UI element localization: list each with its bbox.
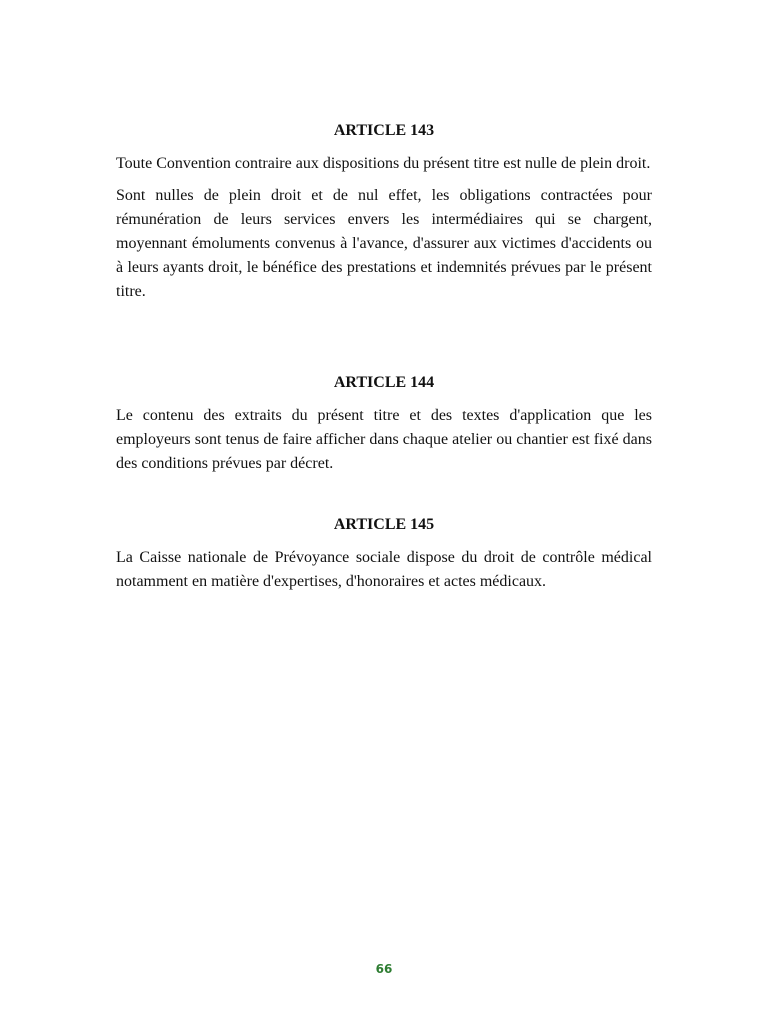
page-number: 66 [375,962,393,976]
article-paragraph: Toute Convention contraire aux dispositions du présent titre est nulle de plein droit. [116,155,651,172]
article-heading: ARTICLE 144 [333,374,435,391]
article-145 [116,514,652,602]
article-paragraph: La Caisse nationale de Prévoyance sociale dispose du droit de contrôle médical notamment en matière d'expertises, d'honoraires et actes médicaux. [116,549,652,590]
article-144 [116,372,652,484]
article-paragraph: Sont nulles de plein droit et de nul effet, les obligations contractées pour rémunération de leurs services envers les intermédiaires qui se chargent, moyennant émoluments convenus à l'avance, d'assurer aux victimes d'accidents ou à leurs ayants droit, le bénéfice des prestations et indemnités prévues par le présent titre. [116,187,652,300]
article-heading: ARTICLE 145 [333,516,435,533]
article-heading: ARTICLE 143 [333,122,435,139]
article-paragraph: Le contenu des extraits du présent titre et des textes d'application que les employeurs sont tenus de faire afficher dans chaque atelier ou chantier est fixé dans des conditions prévues par décret. [116,407,652,472]
article-143 [116,120,652,312]
